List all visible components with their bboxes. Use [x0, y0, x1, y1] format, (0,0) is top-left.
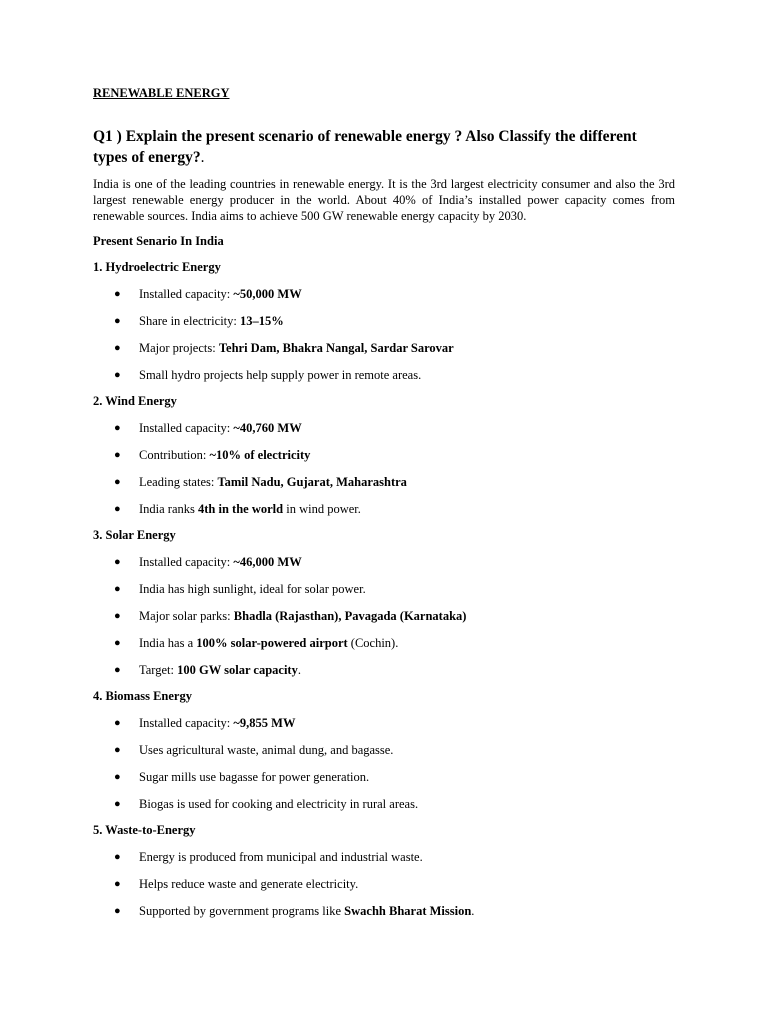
document-title: RENEWABLE ENERGY [93, 86, 230, 100]
bullet-icon: ● [114, 610, 121, 622]
item-text: Major solar parks: [139, 609, 234, 623]
bullet-icon: ● [114, 744, 121, 756]
section-heading: 4. Biomass Energy [93, 689, 192, 703]
bullet-list [93, 420, 675, 517]
item-text-tail: . [297, 663, 301, 677]
present-scenario-heading: Present Senario In India [93, 234, 224, 248]
item-text-tail: . [471, 904, 475, 918]
item-text: India has high sunlight, ideal for solar power. [139, 582, 366, 596]
item-text: Installed capacity: [139, 421, 234, 435]
item-emphasis: Swachh Bharat Mission [344, 904, 472, 918]
list-item [93, 796, 675, 812]
item-emphasis: 4th in the world [198, 502, 284, 516]
item-emphasis: ~9,855 MW [233, 716, 296, 730]
list-item [93, 554, 675, 570]
item-text: Contribution: [139, 448, 210, 462]
list-item [93, 340, 675, 356]
question-text: Q1 ) Explain the present scenario of renewable energy ? Also Classify the different types of energy? [93, 128, 637, 166]
item-emphasis: Tehri Dam, Bhakra Nangal, Sardar Sarovar [218, 341, 454, 355]
bullet-list [93, 715, 675, 812]
section-heading: 5. Waste-to-Energy [93, 823, 196, 837]
list-item [93, 742, 675, 758]
list-item [93, 420, 675, 436]
item-text: Share in electricity: [139, 314, 241, 328]
bullet-icon: ● [114, 878, 121, 890]
bullet-list [93, 849, 675, 919]
item-text: Helps reduce waste and generate electricity. [139, 877, 359, 891]
list-item [93, 447, 675, 463]
bullet-icon: ● [114, 422, 121, 434]
bullet-list [93, 286, 675, 383]
item-emphasis: 13–15% [240, 314, 284, 328]
item-text-tail: in wind power. [283, 502, 361, 516]
list-item [93, 286, 675, 302]
item-text-tail: (Cochin). [347, 636, 399, 650]
question-tail: . [200, 149, 205, 166]
item-emphasis: ~50,000 MW [233, 287, 302, 301]
item-text: Leading states: [139, 475, 218, 489]
bullet-icon: ● [114, 905, 121, 917]
item-emphasis: ~46,000 MW [233, 555, 302, 569]
list-item [93, 635, 675, 651]
list-item [93, 608, 675, 624]
list-item [93, 715, 675, 731]
list-item [93, 769, 675, 785]
section-heading: 2. Wind Energy [93, 394, 177, 408]
bullet-icon: ● [114, 556, 121, 568]
bullet-icon: ● [114, 798, 121, 810]
item-emphasis: 100% solar-powered airport [196, 636, 348, 650]
item-text: Uses agricultural waste, animal dung, and bagasse. [139, 743, 394, 757]
item-text: Installed capacity: [139, 716, 234, 730]
item-emphasis: ~40,760 MW [233, 421, 302, 435]
section-heading: 1. Hydroelectric Energy [93, 260, 221, 274]
bullet-icon: ● [114, 717, 121, 729]
list-item [93, 662, 675, 678]
item-text: Installed capacity: [139, 555, 234, 569]
bullet-icon: ● [114, 476, 121, 488]
list-item [93, 581, 675, 597]
bullet-icon: ● [114, 771, 121, 783]
bullet-icon: ● [114, 851, 121, 863]
item-text: Energy is produced from municipal and industrial waste. [139, 850, 423, 864]
list-item [93, 501, 675, 517]
item-emphasis: Tamil Nadu, Gujarat, Maharashtra [217, 475, 407, 489]
bullet-icon: ● [114, 503, 121, 515]
bullet-icon: ● [114, 315, 121, 327]
bullet-icon: ● [114, 288, 121, 300]
item-text: India ranks [139, 502, 199, 516]
intro-paragraph: India is one of the leading countries in renewable energy. It is the 3rd largest electricity consumer and also the 3rd largest renewable energy producer in the world. About 40% of India’s installed power capacity comes from renewable sources. India aims to achieve 500 GW renewable energy capacity by 2030. [93, 177, 675, 223]
list-item [93, 849, 675, 865]
list-item [93, 313, 675, 329]
item-text: Installed capacity: [139, 287, 234, 301]
item-emphasis: ~10% of electricity [209, 448, 311, 462]
item-text: Major projects: [139, 341, 219, 355]
item-text: Supported by government programs like [139, 904, 345, 918]
bullet-icon: ● [114, 449, 121, 461]
list-item [93, 474, 675, 490]
list-item [93, 367, 675, 383]
item-emphasis: 100 GW solar capacity [177, 663, 298, 677]
bullet-icon: ● [114, 369, 121, 381]
energy-sections [93, 259, 675, 919]
item-text: Sugar mills use bagasse for power generation. [139, 770, 370, 784]
item-text: India has a [139, 636, 197, 650]
bullet-icon: ● [114, 583, 121, 595]
bullet-icon: ● [114, 342, 121, 354]
item-emphasis: Bhadla (Rajasthan), Pavagada (Karnataka) [233, 609, 467, 623]
document-page [93, 84, 675, 919]
section-heading: 3. Solar Energy [93, 528, 176, 542]
list-item [93, 903, 675, 919]
list-item [93, 876, 675, 892]
item-text: Biogas is used for cooking and electricity in rural areas. [139, 797, 419, 811]
question-heading [93, 126, 675, 168]
bullet-list [93, 554, 675, 678]
bullet-icon: ● [114, 637, 121, 649]
item-text: Target: [139, 663, 178, 677]
item-text: Small hydro projects help supply power in remote areas. [139, 368, 422, 382]
bullet-icon: ● [114, 664, 121, 676]
